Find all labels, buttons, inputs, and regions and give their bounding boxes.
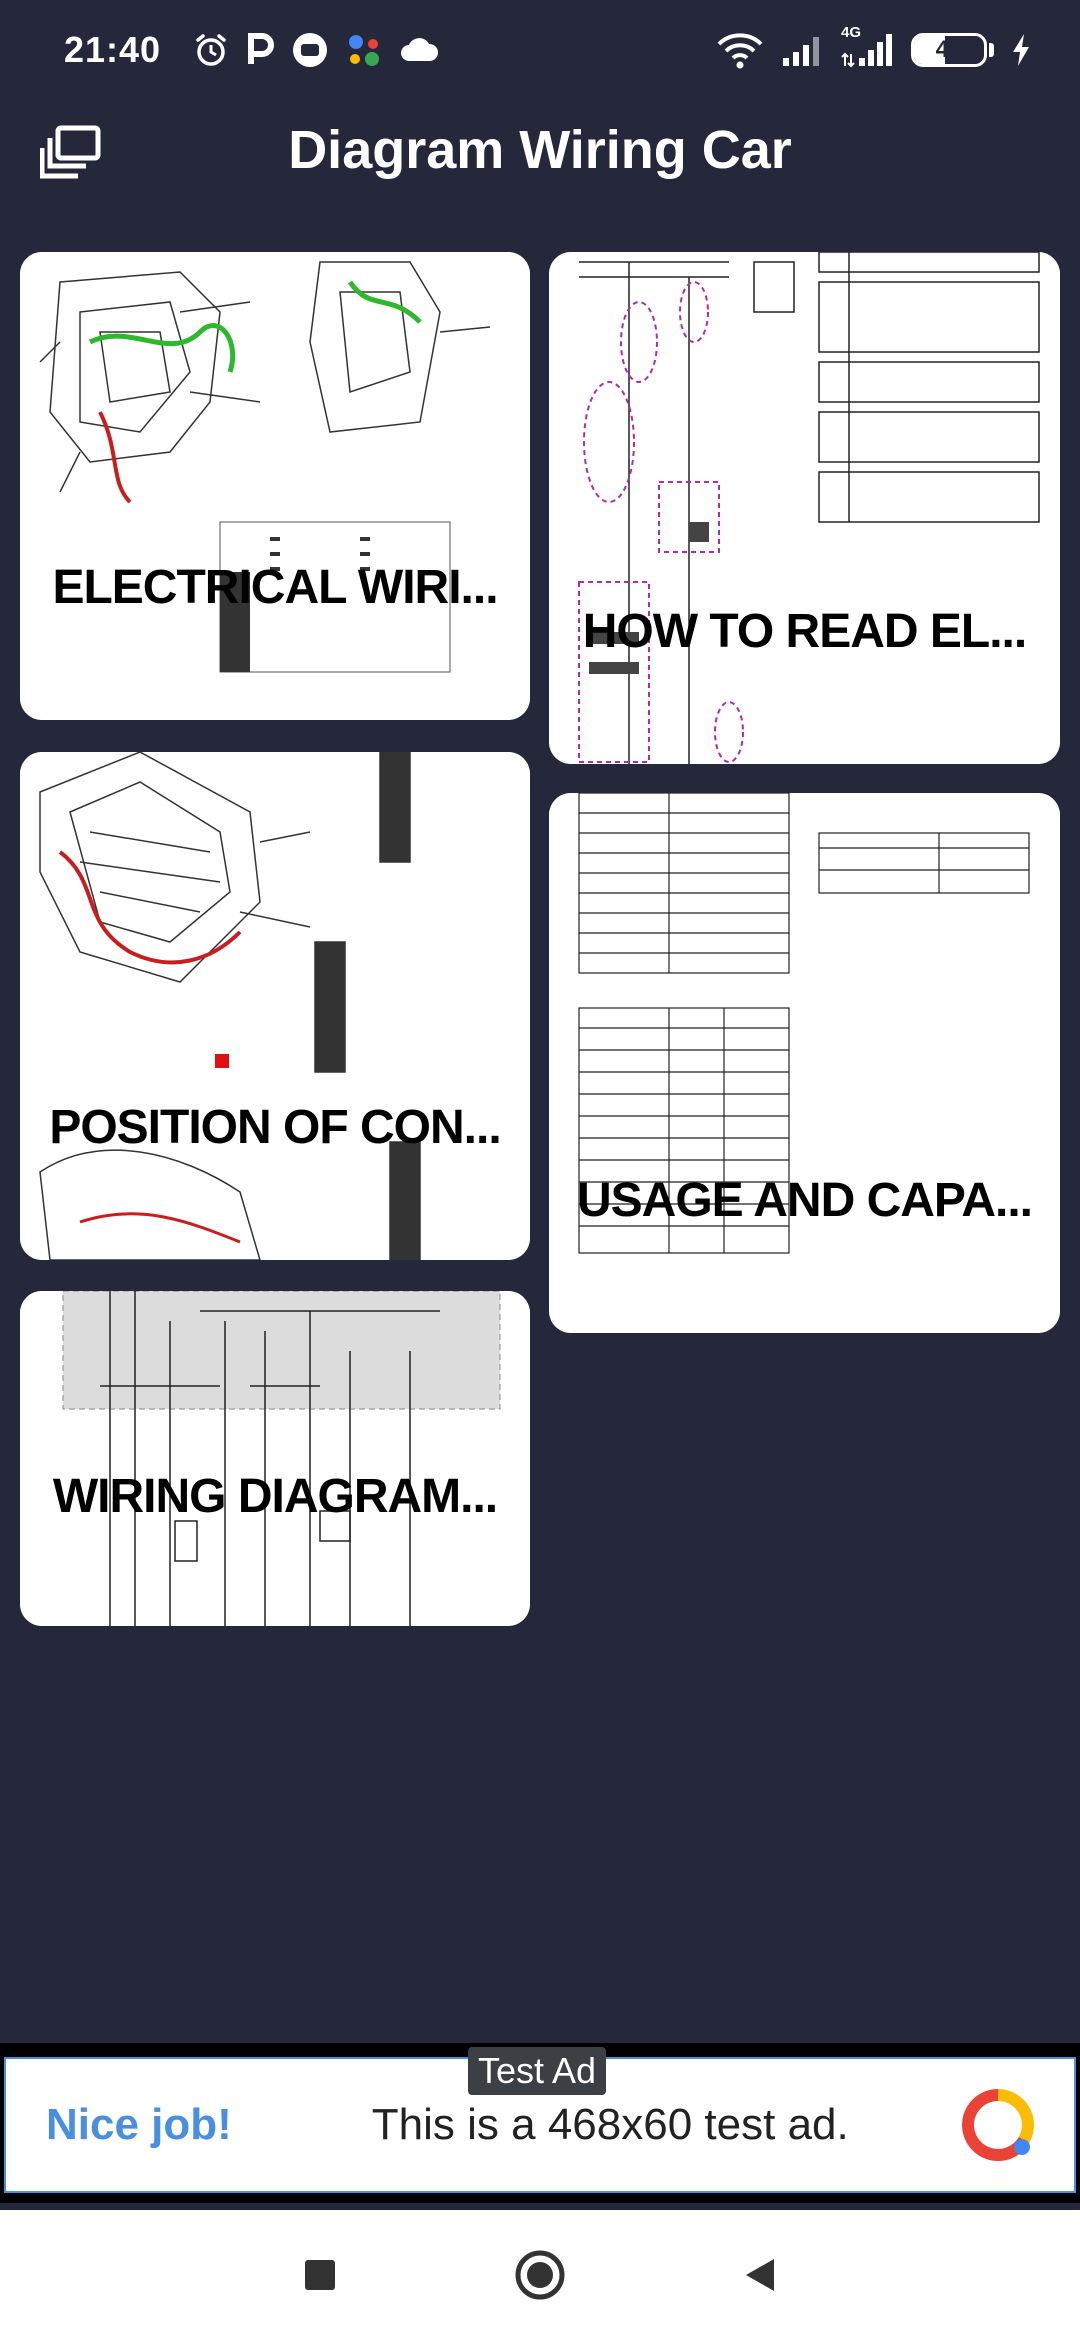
card-title: WIRING DIAGRAM... (52, 1470, 498, 1523)
collections-icon[interactable] (36, 122, 108, 182)
card-thumbnail (549, 793, 1060, 1333)
alarm-icon (193, 32, 229, 68)
network-label: 4G (841, 24, 862, 41)
card-title: HOW TO READ EL... (582, 605, 1027, 658)
wifi-icon (715, 30, 765, 70)
triangle-back-icon[interactable] (725, 2240, 795, 2310)
signal-icon (781, 32, 825, 68)
card-thumbnail (20, 752, 530, 1260)
ad-cta[interactable]: Nice job! (46, 2100, 232, 2149)
card-title: USAGE AND CAPA... (576, 1174, 1033, 1227)
card-position-of-connector[interactable] (20, 752, 530, 1260)
parking-icon (245, 32, 275, 68)
square-icon[interactable] (285, 2240, 355, 2310)
cloud-icon (399, 35, 439, 65)
card-wiring-diagram[interactable] (20, 1291, 530, 1626)
ad-text: This is a 468x60 test ad. (371, 2100, 849, 2149)
nav-bar (0, 2210, 1080, 2340)
app-bar (0, 100, 1080, 200)
charging-icon (1010, 33, 1032, 67)
card-electrical-wiring[interactable] (20, 252, 530, 720)
card-thumbnail (20, 1291, 530, 1626)
battery-text: 44 (935, 36, 963, 63)
status-time: 21:40 (64, 29, 162, 70)
status-bar (0, 0, 1080, 100)
card-title: ELECTRICAL WIRI... (52, 561, 498, 614)
app-title: Diagram Wiring Car (288, 120, 792, 180)
ad-logo-icon (962, 2089, 1034, 2161)
card-title: POSITION OF CON... (49, 1101, 501, 1154)
card-thumbnail (20, 252, 530, 720)
card-how-to-read[interactable] (549, 252, 1060, 764)
chat-icon (291, 31, 329, 69)
card-usage-and-capacity[interactable] (549, 793, 1060, 1333)
battery-indicator (911, 33, 994, 67)
4g-signal-icon (841, 24, 895, 70)
circle-icon[interactable] (505, 2240, 575, 2310)
ad-tag: Test Ad (468, 2047, 606, 2095)
card-thumbnail (549, 252, 1060, 764)
assistant-icon (345, 31, 383, 69)
